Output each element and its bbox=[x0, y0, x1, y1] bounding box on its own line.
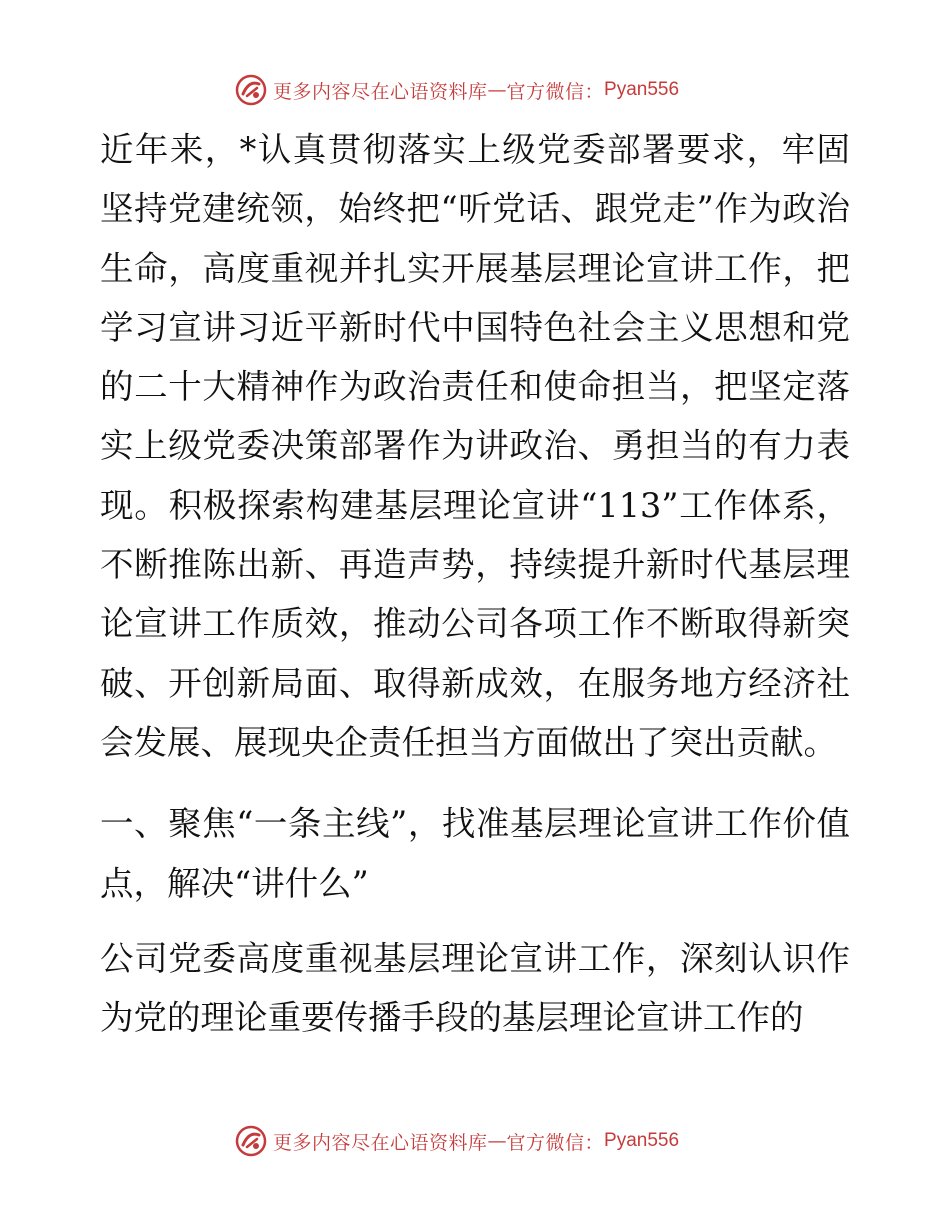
red-seal-logo-icon bbox=[235, 1125, 267, 1157]
watermark-wechat-id: Pyan556 bbox=[604, 79, 680, 100]
paragraph-2: 公司党委高度重视基层理论宣讲工作，深刻认识作为党的理论重要传播手段的基层理论宣讲工作的 bbox=[100, 938, 850, 1038]
red-seal-logo-icon bbox=[235, 74, 267, 106]
watermark-official: 官方微信： bbox=[506, 1131, 605, 1154]
section-heading-1: 一、聚焦“一条主线”，找准基层理论宣讲工作价值点，解决“讲什么” bbox=[100, 804, 850, 903]
document-body bbox=[100, 120, 850, 1047]
watermark-official: 官方微信： bbox=[506, 80, 605, 103]
header-watermark bbox=[235, 73, 679, 107]
paragraph-1: 近年来，*认真贯彻落实上级党委部署要求，牢固坚持党建统领，始终把“听党话、跟党走”作为政治生命，高度重视并扎实开展基层理论宣讲工作，把学习宣讲习近平新时代中国特色社会主义思想和党的二十大精神作为政治责任和使命担当，把坚定落实上级党委决策部署作为讲政治、勇担当的有力表现。积极探索构建基层理论宣讲“113”工作体系，不断推陈出新、再造声势，持续提升新时代基层理论宣讲工作质效，推动公司各项工作不断取得新突破、开创新局面、取得新成效，在服务地方经济社会发展、展现央企责任担当方面做出了突出贡献。 bbox=[100, 130, 850, 762]
watermark-text: 更多内容尽在心语资料库 bbox=[273, 1131, 488, 1154]
watermark-text: 更多内容尽在心语资料库 bbox=[273, 80, 488, 103]
footer-watermark bbox=[235, 1124, 679, 1158]
watermark-wechat-id: Pyan556 bbox=[604, 1130, 680, 1151]
watermark-separator: — bbox=[487, 79, 507, 101]
watermark-separator: — bbox=[487, 1130, 507, 1152]
